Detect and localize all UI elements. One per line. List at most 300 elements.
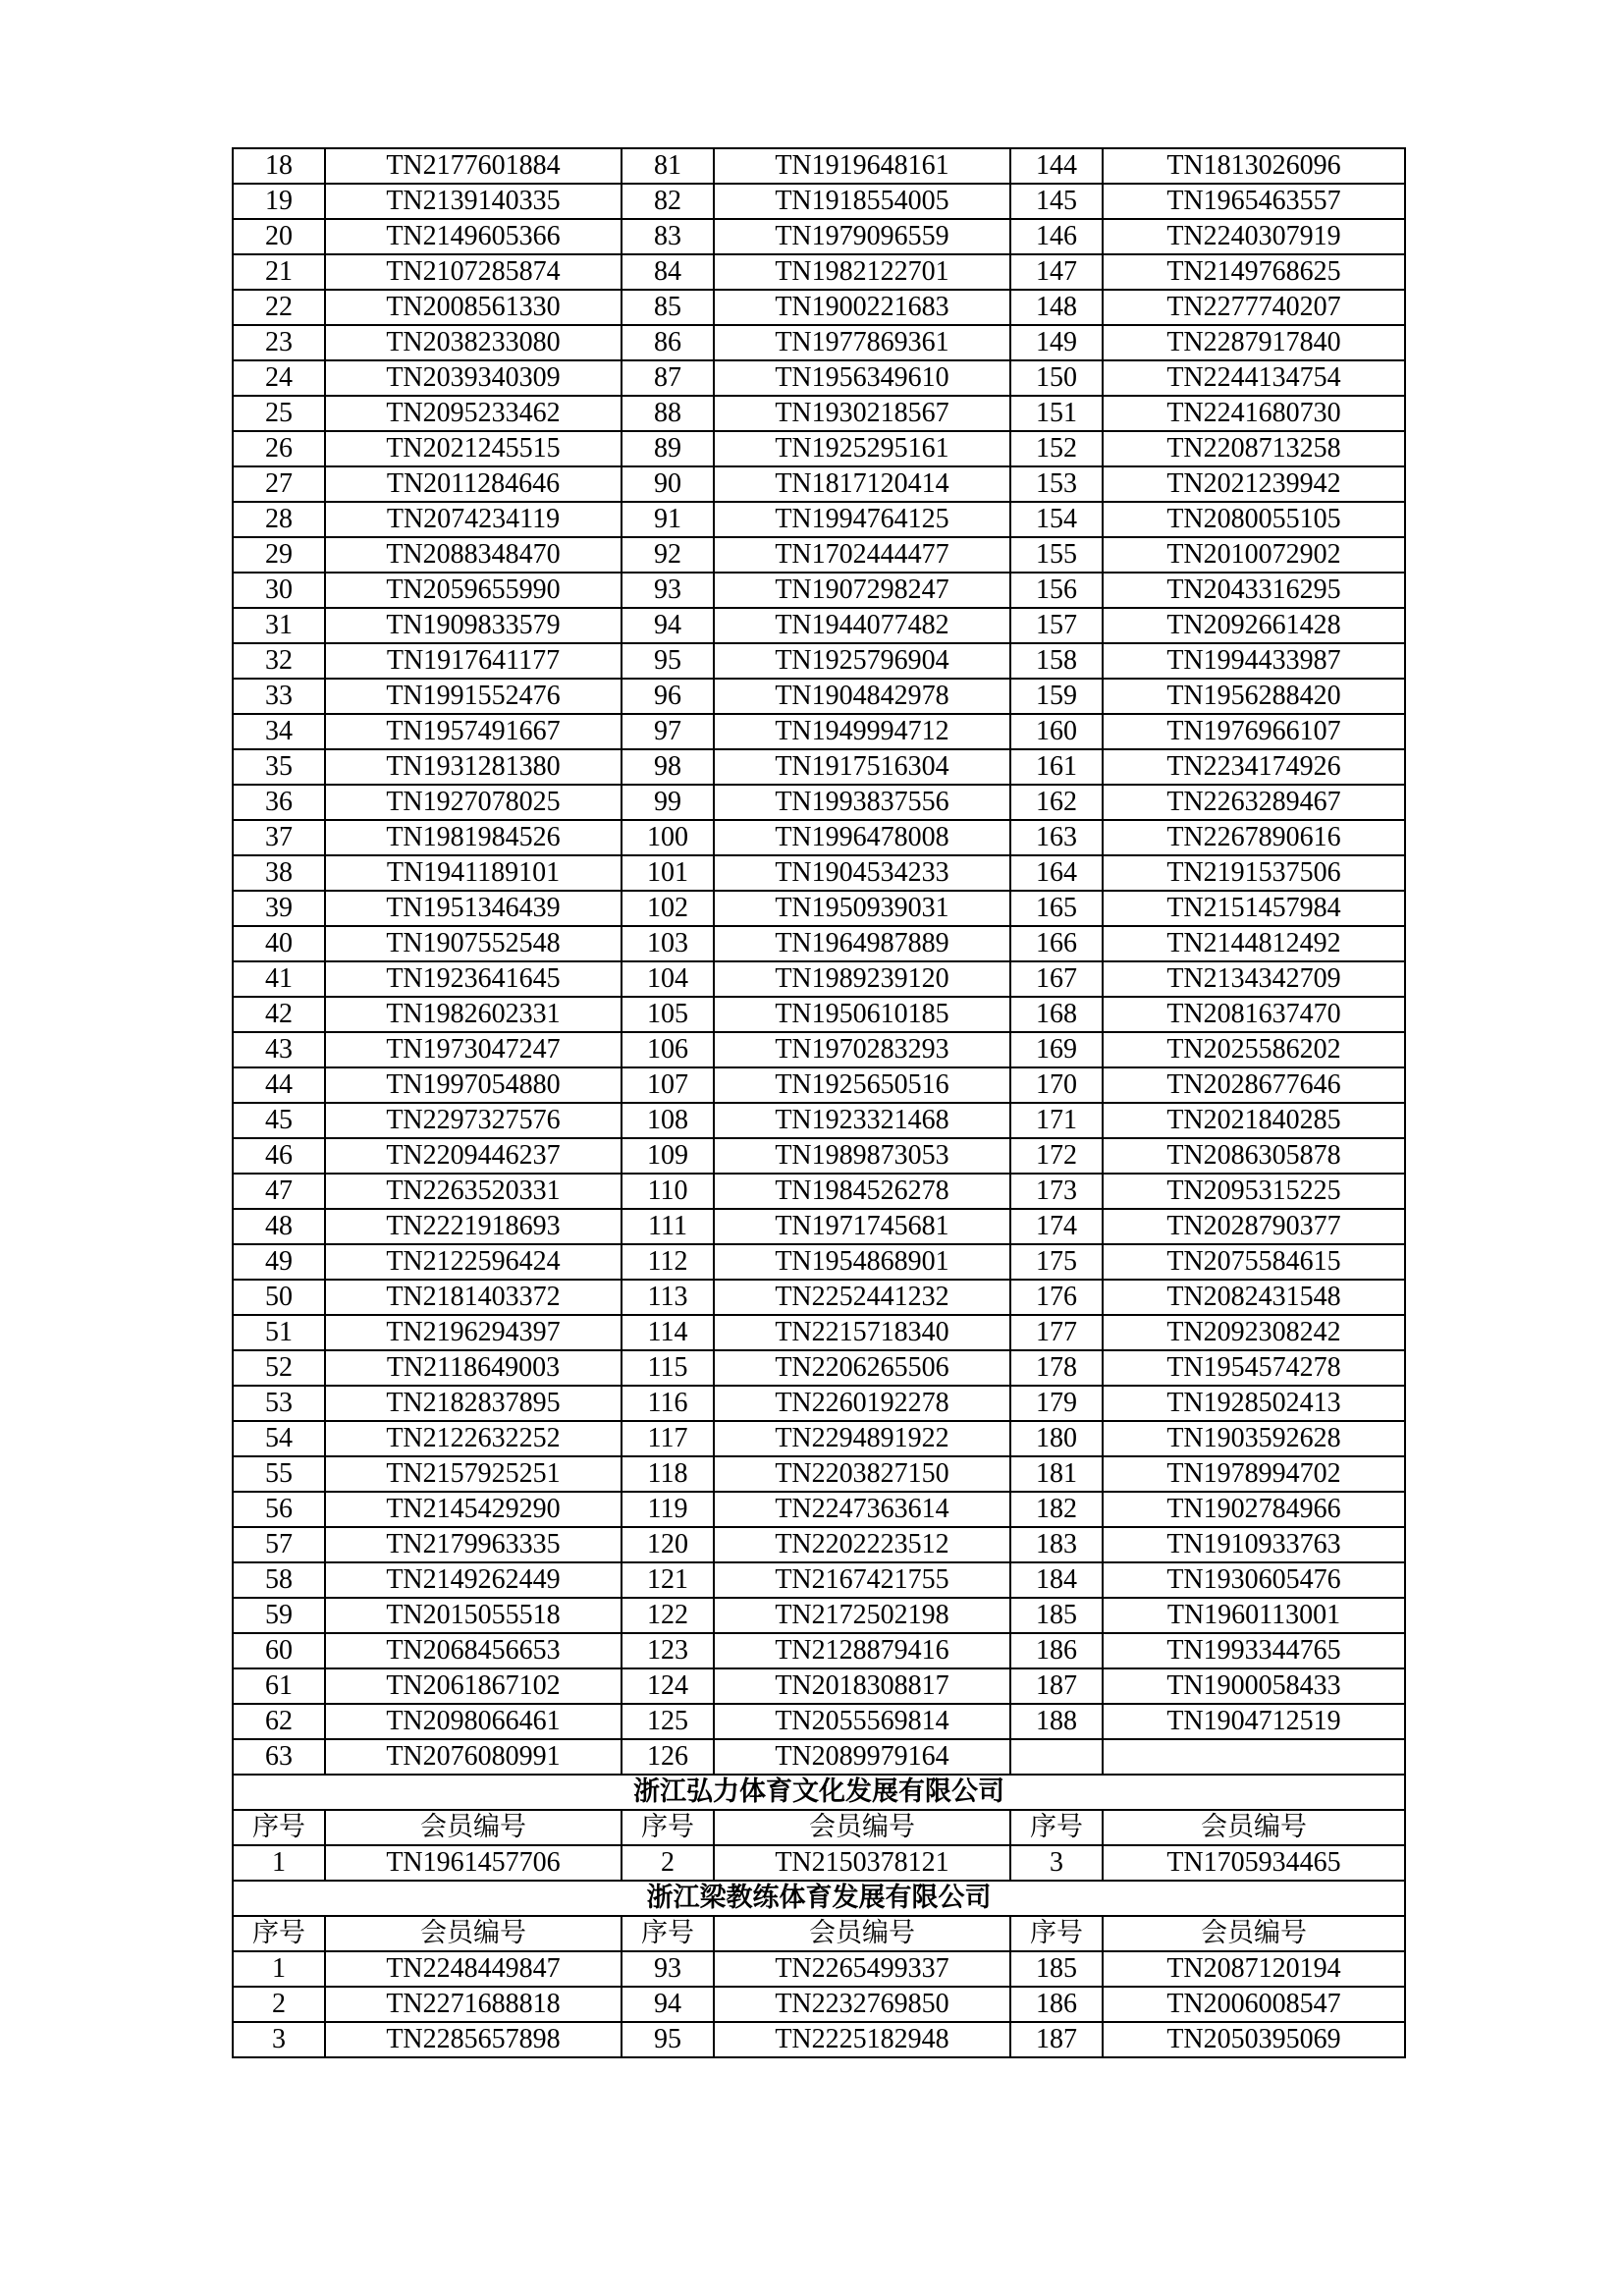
seq-cell: 21 bbox=[233, 254, 325, 290]
table-row bbox=[233, 431, 1405, 466]
member-id-cell: TN2028677646 bbox=[1103, 1067, 1405, 1103]
seq-cell: 150 bbox=[1010, 360, 1103, 396]
seq-header: 序号 bbox=[622, 1810, 714, 1845]
seq-cell: 159 bbox=[1010, 679, 1103, 714]
seq-cell: 120 bbox=[622, 1527, 714, 1562]
member-id-cell: TN2271688818 bbox=[325, 1987, 622, 2022]
member-id-cell: TN2150378121 bbox=[714, 1845, 1010, 1881]
table-row bbox=[233, 997, 1405, 1032]
member-id-cell: TN2209446237 bbox=[325, 1138, 622, 1174]
seq-cell: 181 bbox=[1010, 1456, 1103, 1492]
seq-cell: 60 bbox=[233, 1633, 325, 1668]
seq-cell: 151 bbox=[1010, 396, 1103, 431]
seq-cell: 117 bbox=[622, 1421, 714, 1456]
member-id-cell: TN2203827150 bbox=[714, 1456, 1010, 1492]
member-id-cell: TN2128879416 bbox=[714, 1633, 1010, 1668]
table-row bbox=[233, 1244, 1405, 1280]
seq-cell: 1 bbox=[233, 1845, 325, 1881]
member-id-cell: TN2139140335 bbox=[325, 184, 622, 219]
member-id-cell: TN1925650516 bbox=[714, 1067, 1010, 1103]
member-id-cell: TN2263520331 bbox=[325, 1174, 622, 1209]
seq-cell: 180 bbox=[1010, 1421, 1103, 1456]
member-id-cell: TN1702444477 bbox=[714, 537, 1010, 573]
seq-cell: 170 bbox=[1010, 1067, 1103, 1103]
seq-cell: 29 bbox=[233, 537, 325, 573]
seq-cell: 115 bbox=[622, 1350, 714, 1386]
table-row bbox=[233, 643, 1405, 679]
table-row bbox=[233, 1386, 1405, 1421]
seq-cell: 34 bbox=[233, 714, 325, 749]
seq-cell: 28 bbox=[233, 502, 325, 537]
member-id-cell: TN2081637470 bbox=[1103, 997, 1405, 1032]
member-id-cell: TN1907298247 bbox=[714, 573, 1010, 608]
seq-cell: 154 bbox=[1010, 502, 1103, 537]
table-row bbox=[233, 396, 1405, 431]
seq-cell: 40 bbox=[233, 926, 325, 961]
table-row bbox=[233, 1739, 1405, 1775]
seq-cell: 3 bbox=[233, 2022, 325, 2057]
seq-cell: 81 bbox=[622, 148, 714, 184]
table-row bbox=[233, 855, 1405, 891]
seq-cell: 27 bbox=[233, 466, 325, 502]
seq-cell: 89 bbox=[622, 431, 714, 466]
member-id-cell: TN2191537506 bbox=[1103, 855, 1405, 891]
member-table-body bbox=[233, 148, 1405, 2057]
member-id-cell: TN2087120194 bbox=[1103, 1951, 1405, 1987]
seq-cell: 98 bbox=[622, 749, 714, 785]
member-id-cell: TN2157925251 bbox=[325, 1456, 622, 1492]
member-id-cell: TN1903592628 bbox=[1103, 1421, 1405, 1456]
member-id-cell: TN1931281380 bbox=[325, 749, 622, 785]
seq-cell: 26 bbox=[233, 431, 325, 466]
seq-cell: 177 bbox=[1010, 1315, 1103, 1350]
seq-cell: 153 bbox=[1010, 466, 1103, 502]
seq-cell: 125 bbox=[622, 1704, 714, 1739]
member-id-cell: TN1982602331 bbox=[325, 997, 622, 1032]
seq-cell: 163 bbox=[1010, 820, 1103, 855]
member-id-cell: TN2076080991 bbox=[325, 1739, 622, 1775]
table-row bbox=[233, 290, 1405, 325]
seq-cell: 147 bbox=[1010, 254, 1103, 290]
seq-header: 序号 bbox=[233, 1810, 325, 1845]
seq-cell: 2 bbox=[233, 1987, 325, 2022]
member-id-cell: TN1978994702 bbox=[1103, 1456, 1405, 1492]
seq-cell: 38 bbox=[233, 855, 325, 891]
member-id-cell: TN1941189101 bbox=[325, 855, 622, 891]
column-header-row bbox=[233, 1810, 1405, 1845]
member-id-cell: TN1957491667 bbox=[325, 714, 622, 749]
table-row bbox=[233, 2022, 1405, 2057]
seq-cell: 42 bbox=[233, 997, 325, 1032]
seq-cell: 2 bbox=[622, 1845, 714, 1881]
member-id-cell: TN2021239942 bbox=[1103, 466, 1405, 502]
table-row bbox=[233, 1103, 1405, 1138]
table-row bbox=[233, 502, 1405, 537]
seq-cell: 57 bbox=[233, 1527, 325, 1562]
seq-cell: 59 bbox=[233, 1598, 325, 1633]
member-id-cell: TN1944077482 bbox=[714, 608, 1010, 643]
member-id-cell: TN1993344765 bbox=[1103, 1633, 1405, 1668]
seq-cell: 171 bbox=[1010, 1103, 1103, 1138]
table-row bbox=[233, 714, 1405, 749]
member-id-cell: TN2182837895 bbox=[325, 1386, 622, 1421]
member-id-cell: TN2021245515 bbox=[325, 431, 622, 466]
seq-cell: 48 bbox=[233, 1209, 325, 1244]
seq-cell: 58 bbox=[233, 1562, 325, 1598]
seq-cell: 95 bbox=[622, 2022, 714, 2057]
member-id-cell: TN2039340309 bbox=[325, 360, 622, 396]
member-id-cell: TN2240307919 bbox=[1103, 219, 1405, 254]
member-id-cell: TN2025586202 bbox=[1103, 1032, 1405, 1067]
member-id-cell: TN2208713258 bbox=[1103, 431, 1405, 466]
seq-cell: 167 bbox=[1010, 961, 1103, 997]
seq-cell: 186 bbox=[1010, 1633, 1103, 1668]
seq-cell: 104 bbox=[622, 961, 714, 997]
seq-cell: 45 bbox=[233, 1103, 325, 1138]
table-row bbox=[233, 1456, 1405, 1492]
seq-cell: 149 bbox=[1010, 325, 1103, 360]
member-id-cell: TN2196294397 bbox=[325, 1315, 622, 1350]
table-row bbox=[233, 1951, 1405, 1987]
table-row bbox=[233, 184, 1405, 219]
seq-cell: 173 bbox=[1010, 1174, 1103, 1209]
seq-cell: 152 bbox=[1010, 431, 1103, 466]
seq-cell: 111 bbox=[622, 1209, 714, 1244]
column-header-row bbox=[233, 1916, 1405, 1951]
member-id-cell: TN2055569814 bbox=[714, 1704, 1010, 1739]
member-id-header: 会员编号 bbox=[714, 1916, 1010, 1951]
seq-cell: 19 bbox=[233, 184, 325, 219]
member-id-cell: TN1973047247 bbox=[325, 1032, 622, 1067]
member-id-cell: TN1909833579 bbox=[325, 608, 622, 643]
seq-cell: 118 bbox=[622, 1456, 714, 1492]
table-row bbox=[233, 1350, 1405, 1386]
member-id-cell: TN2144812492 bbox=[1103, 926, 1405, 961]
table-row bbox=[233, 926, 1405, 961]
table-row bbox=[233, 148, 1405, 184]
member-id-cell: TN2277740207 bbox=[1103, 290, 1405, 325]
seq-cell: 166 bbox=[1010, 926, 1103, 961]
table-row bbox=[233, 1987, 1405, 2022]
seq-cell: 18 bbox=[233, 148, 325, 184]
member-id-cell: TN1982122701 bbox=[714, 254, 1010, 290]
table-row bbox=[233, 1633, 1405, 1668]
seq-cell: 30 bbox=[233, 573, 325, 608]
seq-cell: 49 bbox=[233, 1244, 325, 1280]
member-id-cell: TN2134342709 bbox=[1103, 961, 1405, 997]
member-id-cell: TN2149605366 bbox=[325, 219, 622, 254]
seq-cell: 36 bbox=[233, 785, 325, 820]
seq-cell: 35 bbox=[233, 749, 325, 785]
seq-cell: 176 bbox=[1010, 1280, 1103, 1315]
table-row bbox=[233, 219, 1405, 254]
member-id-cell: TN2028790377 bbox=[1103, 1209, 1405, 1244]
seq-cell: 1 bbox=[233, 1951, 325, 1987]
member-id-cell: TN1917641177 bbox=[325, 643, 622, 679]
seq-cell: 158 bbox=[1010, 643, 1103, 679]
member-id-cell: TN1970283293 bbox=[714, 1032, 1010, 1067]
seq-cell: 100 bbox=[622, 820, 714, 855]
member-id-cell: TN1904712519 bbox=[1103, 1704, 1405, 1739]
seq-cell: 156 bbox=[1010, 573, 1103, 608]
seq-cell: 37 bbox=[233, 820, 325, 855]
member-id-cell: TN2010072902 bbox=[1103, 537, 1405, 573]
seq-cell: 20 bbox=[233, 219, 325, 254]
member-id-cell: TN2149768625 bbox=[1103, 254, 1405, 290]
seq-cell: 86 bbox=[622, 325, 714, 360]
member-id-cell: TN1993837556 bbox=[714, 785, 1010, 820]
seq-cell: 113 bbox=[622, 1280, 714, 1315]
seq-cell: 179 bbox=[1010, 1386, 1103, 1421]
member-id-cell: TN1928502413 bbox=[1103, 1386, 1405, 1421]
seq-cell: 63 bbox=[233, 1739, 325, 1775]
seq-cell: 95 bbox=[622, 643, 714, 679]
section-title-row bbox=[233, 1881, 1405, 1916]
member-id-header: 会员编号 bbox=[325, 1916, 622, 1951]
seq-cell: 96 bbox=[622, 679, 714, 714]
member-id-cell: TN1949994712 bbox=[714, 714, 1010, 749]
seq-cell: 175 bbox=[1010, 1244, 1103, 1280]
member-id-cell: TN1977869361 bbox=[714, 325, 1010, 360]
seq-cell: 55 bbox=[233, 1456, 325, 1492]
seq-cell: 116 bbox=[622, 1386, 714, 1421]
member-id-cell: TN1997054880 bbox=[325, 1067, 622, 1103]
member-id-cell: TN2244134754 bbox=[1103, 360, 1405, 396]
member-id-cell: TN1925295161 bbox=[714, 431, 1010, 466]
table-row bbox=[233, 1598, 1405, 1633]
seq-cell: 101 bbox=[622, 855, 714, 891]
table-row bbox=[233, 679, 1405, 714]
member-id-cell: TN2095233462 bbox=[325, 396, 622, 431]
seq-cell: 183 bbox=[1010, 1527, 1103, 1562]
member-id-cell: TN1965463557 bbox=[1103, 184, 1405, 219]
member-id-cell: TN2015055518 bbox=[325, 1598, 622, 1633]
seq-cell: 87 bbox=[622, 360, 714, 396]
member-id-cell: TN2260192278 bbox=[714, 1386, 1010, 1421]
seq-cell: 184 bbox=[1010, 1562, 1103, 1598]
table-row bbox=[233, 1174, 1405, 1209]
seq-cell: 188 bbox=[1010, 1704, 1103, 1739]
seq-cell: 109 bbox=[622, 1138, 714, 1174]
seq-cell: 102 bbox=[622, 891, 714, 926]
seq-cell: 187 bbox=[1010, 2022, 1103, 2057]
seq-cell: 106 bbox=[622, 1032, 714, 1067]
member-id-cell bbox=[1103, 1739, 1405, 1775]
member-id-cell: TN2061867102 bbox=[325, 1668, 622, 1704]
member-id-cell: TN2232769850 bbox=[714, 1987, 1010, 2022]
member-id-cell: TN1994764125 bbox=[714, 502, 1010, 537]
seq-cell: 126 bbox=[622, 1739, 714, 1775]
member-id-cell: TN2287917840 bbox=[1103, 325, 1405, 360]
member-id-cell: TN2265499337 bbox=[714, 1951, 1010, 1987]
seq-cell: 174 bbox=[1010, 1209, 1103, 1244]
seq-cell: 61 bbox=[233, 1668, 325, 1704]
member-id-cell: TN2021840285 bbox=[1103, 1103, 1405, 1138]
member-id-cell: TN1923321468 bbox=[714, 1103, 1010, 1138]
member-id-cell: TN2038233080 bbox=[325, 325, 622, 360]
member-id-cell: TN2225182948 bbox=[714, 2022, 1010, 2057]
member-id-cell: TN2179963335 bbox=[325, 1527, 622, 1562]
seq-cell: 110 bbox=[622, 1174, 714, 1209]
table-row bbox=[233, 1209, 1405, 1244]
table-row bbox=[233, 466, 1405, 502]
member-id-cell: TN2092661428 bbox=[1103, 608, 1405, 643]
seq-cell: 91 bbox=[622, 502, 714, 537]
seq-cell bbox=[1010, 1739, 1103, 1775]
member-id-cell: TN2006008547 bbox=[1103, 1987, 1405, 2022]
member-id-cell: TN1956349610 bbox=[714, 360, 1010, 396]
member-id-cell: TN1954574278 bbox=[1103, 1350, 1405, 1386]
seq-cell: 107 bbox=[622, 1067, 714, 1103]
member-id-cell: TN1813026096 bbox=[1103, 148, 1405, 184]
seq-cell: 123 bbox=[622, 1633, 714, 1668]
seq-cell: 82 bbox=[622, 184, 714, 219]
seq-cell: 165 bbox=[1010, 891, 1103, 926]
seq-cell: 88 bbox=[622, 396, 714, 431]
section-title-row bbox=[233, 1775, 1405, 1810]
seq-cell: 114 bbox=[622, 1315, 714, 1350]
member-id-cell: TN1917516304 bbox=[714, 749, 1010, 785]
member-id-cell: TN1961457706 bbox=[325, 1845, 622, 1881]
seq-cell: 124 bbox=[622, 1668, 714, 1704]
member-id-cell: TN1991552476 bbox=[325, 679, 622, 714]
member-id-cell: TN2018308817 bbox=[714, 1668, 1010, 1704]
seq-cell: 22 bbox=[233, 290, 325, 325]
table-row bbox=[233, 1704, 1405, 1739]
member-id-cell: TN1950939031 bbox=[714, 891, 1010, 926]
seq-cell: 46 bbox=[233, 1138, 325, 1174]
member-id-cell: TN1976966107 bbox=[1103, 714, 1405, 749]
member-id-cell: TN2252441232 bbox=[714, 1280, 1010, 1315]
member-id-cell: TN2080055105 bbox=[1103, 502, 1405, 537]
seq-cell: 182 bbox=[1010, 1492, 1103, 1527]
member-id-cell: TN2241680730 bbox=[1103, 396, 1405, 431]
member-id-cell: TN1925796904 bbox=[714, 643, 1010, 679]
member-id-cell: TN2285657898 bbox=[325, 2022, 622, 2057]
seq-cell: 93 bbox=[622, 573, 714, 608]
seq-cell: 185 bbox=[1010, 1598, 1103, 1633]
table-row bbox=[233, 1562, 1405, 1598]
member-id-cell: TN1971745681 bbox=[714, 1209, 1010, 1244]
seq-cell: 83 bbox=[622, 219, 714, 254]
member-id-header: 会员编号 bbox=[325, 1810, 622, 1845]
member-id-cell: TN1979096559 bbox=[714, 219, 1010, 254]
member-id-cell: TN2151457984 bbox=[1103, 891, 1405, 926]
member-id-cell: TN1996478008 bbox=[714, 820, 1010, 855]
member-id-cell: TN2088348470 bbox=[325, 537, 622, 573]
member-id-cell: TN2089979164 bbox=[714, 1739, 1010, 1775]
seq-cell: 148 bbox=[1010, 290, 1103, 325]
member-id-cell: TN2075584615 bbox=[1103, 1244, 1405, 1280]
seq-cell: 41 bbox=[233, 961, 325, 997]
seq-header: 序号 bbox=[1010, 1810, 1103, 1845]
table-row bbox=[233, 1280, 1405, 1315]
seq-cell: 85 bbox=[622, 290, 714, 325]
seq-cell: 33 bbox=[233, 679, 325, 714]
member-id-cell: TN1927078025 bbox=[325, 785, 622, 820]
member-id-cell: TN2215718340 bbox=[714, 1315, 1010, 1350]
member-id-cell: TN2263289467 bbox=[1103, 785, 1405, 820]
member-id-cell: TN1904534233 bbox=[714, 855, 1010, 891]
seq-cell: 25 bbox=[233, 396, 325, 431]
seq-cell: 164 bbox=[1010, 855, 1103, 891]
member-id-cell: TN2011284646 bbox=[325, 466, 622, 502]
seq-cell: 62 bbox=[233, 1704, 325, 1739]
member-id-cell: TN1705934465 bbox=[1103, 1845, 1405, 1881]
seq-cell: 172 bbox=[1010, 1138, 1103, 1174]
seq-cell: 119 bbox=[622, 1492, 714, 1527]
member-id-cell: TN1956288420 bbox=[1103, 679, 1405, 714]
member-id-cell: TN2149262449 bbox=[325, 1562, 622, 1598]
member-id-cell: TN2050395069 bbox=[1103, 2022, 1405, 2057]
member-id-cell: TN1989873053 bbox=[714, 1138, 1010, 1174]
member-id-cell: TN1900221683 bbox=[714, 290, 1010, 325]
seq-cell: 145 bbox=[1010, 184, 1103, 219]
table-row bbox=[233, 360, 1405, 396]
seq-cell: 43 bbox=[233, 1032, 325, 1067]
seq-cell: 121 bbox=[622, 1562, 714, 1598]
member-id-cell: TN1981984526 bbox=[325, 820, 622, 855]
member-id-cell: TN2247363614 bbox=[714, 1492, 1010, 1527]
seq-cell: 94 bbox=[622, 608, 714, 643]
table-row bbox=[233, 1032, 1405, 1067]
seq-header: 序号 bbox=[1010, 1916, 1103, 1951]
member-id-cell: TN1989239120 bbox=[714, 961, 1010, 997]
member-id-cell: TN1984526278 bbox=[714, 1174, 1010, 1209]
table-row bbox=[233, 1067, 1405, 1103]
member-id-cell: TN1951346439 bbox=[325, 891, 622, 926]
member-id-cell: TN2202223512 bbox=[714, 1527, 1010, 1562]
member-id-cell: TN2267890616 bbox=[1103, 820, 1405, 855]
table-row bbox=[233, 891, 1405, 926]
member-id-cell: TN1910933763 bbox=[1103, 1527, 1405, 1562]
member-table bbox=[232, 147, 1406, 2058]
member-id-cell: TN2294891922 bbox=[714, 1421, 1010, 1456]
member-id-cell: TN2297327576 bbox=[325, 1103, 622, 1138]
member-id-cell: TN1954868901 bbox=[714, 1244, 1010, 1280]
seq-cell: 157 bbox=[1010, 608, 1103, 643]
member-id-cell: TN2092308242 bbox=[1103, 1315, 1405, 1350]
member-id-cell: TN1900058433 bbox=[1103, 1668, 1405, 1704]
seq-cell: 160 bbox=[1010, 714, 1103, 749]
seq-cell: 169 bbox=[1010, 1032, 1103, 1067]
seq-cell: 185 bbox=[1010, 1951, 1103, 1987]
seq-cell: 178 bbox=[1010, 1350, 1103, 1386]
seq-cell: 144 bbox=[1010, 148, 1103, 184]
seq-cell: 23 bbox=[233, 325, 325, 360]
member-id-cell: TN2086305878 bbox=[1103, 1138, 1405, 1174]
seq-header: 序号 bbox=[233, 1916, 325, 1951]
member-id-cell: TN1923641645 bbox=[325, 961, 622, 997]
table-row bbox=[233, 1492, 1405, 1527]
seq-cell: 54 bbox=[233, 1421, 325, 1456]
seq-cell: 93 bbox=[622, 1951, 714, 1987]
seq-cell: 112 bbox=[622, 1244, 714, 1280]
table-row bbox=[233, 1421, 1405, 1456]
seq-cell: 44 bbox=[233, 1067, 325, 1103]
seq-cell: 50 bbox=[233, 1280, 325, 1315]
table-row bbox=[233, 608, 1405, 643]
member-id-cell: TN2043316295 bbox=[1103, 573, 1405, 608]
table-row bbox=[233, 1668, 1405, 1704]
table-row bbox=[233, 254, 1405, 290]
member-id-cell: TN2172502198 bbox=[714, 1598, 1010, 1633]
table-row bbox=[233, 961, 1405, 997]
seq-cell: 187 bbox=[1010, 1668, 1103, 1704]
member-id-cell: TN2068456653 bbox=[325, 1633, 622, 1668]
member-id-cell: TN1902784966 bbox=[1103, 1492, 1405, 1527]
member-id-cell: TN2167421755 bbox=[714, 1562, 1010, 1598]
